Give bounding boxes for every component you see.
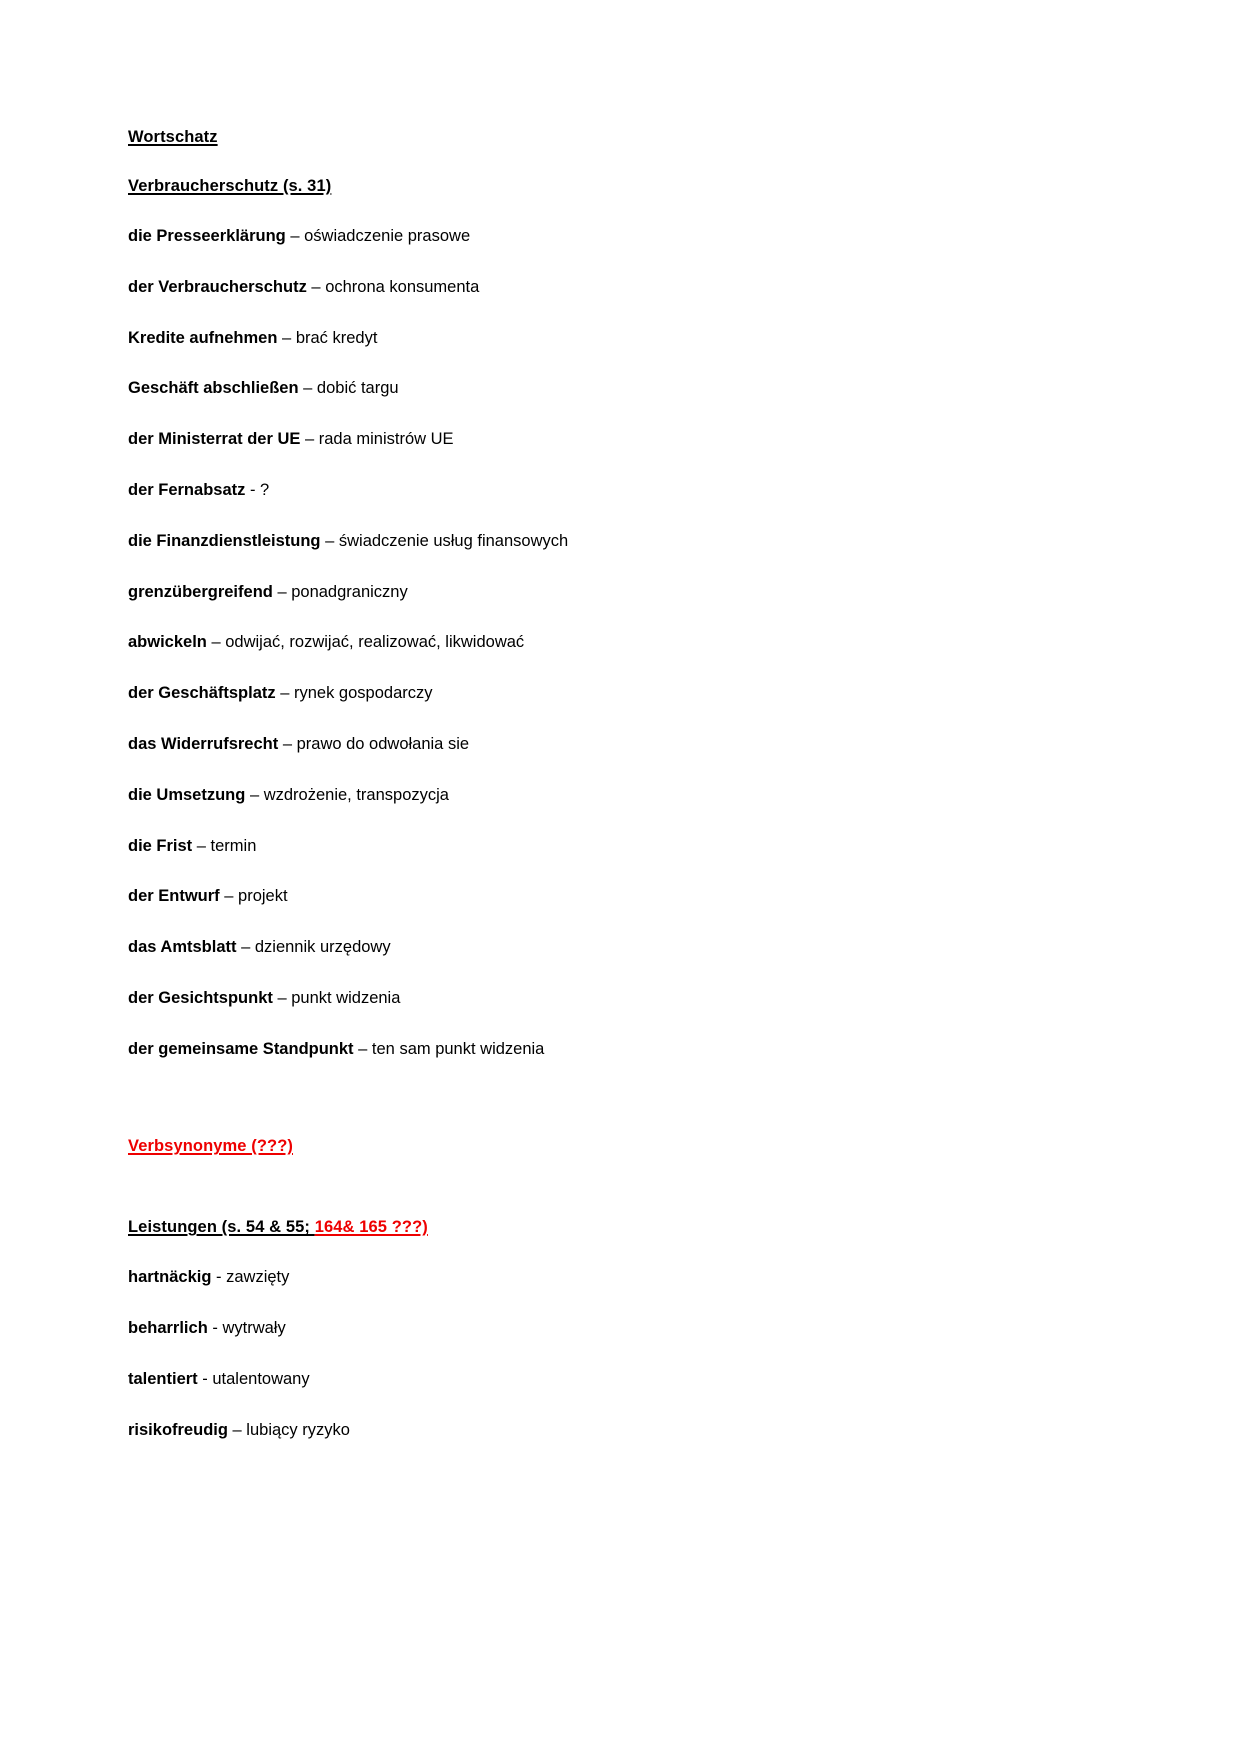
- vocab-gloss: zawzięty: [226, 1268, 290, 1287]
- vocab-term: das Amtsblatt: [128, 938, 237, 957]
- vocab-gloss: oświadczenie prasowe: [304, 226, 471, 245]
- spacer: [128, 755, 1118, 786]
- vocab-separator: –: [206, 633, 226, 652]
- vocab-term: die Umsetzung: [128, 785, 246, 804]
- section-heading-verbraucherschutz: [128, 177, 1118, 196]
- vocab-gloss: rynek gospodarczy: [294, 684, 433, 703]
- vocab-separator: –: [272, 582, 292, 601]
- vocab-gloss: termin: [210, 836, 257, 855]
- vocab-term: grenzübergreifend: [128, 582, 273, 601]
- spacer: [128, 147, 1118, 177]
- vocab-entry: [128, 1421, 1118, 1441]
- section-heading-leistungen: [128, 1218, 1118, 1237]
- vocab-term: talentiert: [128, 1370, 198, 1389]
- section-heading-text-red: 164& 165 ???): [314, 1218, 428, 1237]
- spacer: [128, 653, 1118, 684]
- vocab-gloss: wzdrożenie, transpozycja: [263, 785, 449, 804]
- vocab-entry: [128, 786, 1118, 806]
- spacer: [128, 1339, 1118, 1370]
- page-title: [128, 128, 1118, 147]
- vocab-term: abwickeln: [128, 633, 207, 652]
- vocab-term: das Widerrufsrecht: [128, 734, 279, 753]
- spacer: [128, 450, 1118, 481]
- vocab-separator: –: [272, 988, 292, 1007]
- spacer: [128, 806, 1118, 837]
- vocab-gloss: punkt widzenia: [291, 988, 401, 1007]
- vocab-term: der Geschäftsplatz: [128, 684, 276, 703]
- vocab-separator: -: [207, 1319, 223, 1338]
- spacer: [128, 856, 1118, 887]
- vocab-term: die Frist: [128, 836, 193, 855]
- vocab-gloss: świadczenie usług finansowych: [338, 531, 569, 550]
- vocab-term: hartnäckig: [128, 1268, 212, 1287]
- spacer: [128, 298, 1118, 329]
- spacer: [128, 552, 1118, 583]
- vocab-term: der Gesichtspunkt: [128, 988, 273, 1007]
- vocab-entry: [128, 735, 1118, 755]
- vocab-separator: -: [197, 1370, 213, 1389]
- vocab-separator: –: [353, 1039, 372, 1058]
- vocab-entry: [128, 633, 1118, 653]
- vocab-term: die Finanzdienstleistung: [128, 531, 321, 550]
- spacer: [128, 907, 1118, 938]
- vocab-entry: [128, 481, 1118, 501]
- section-heading-text: Verbraucherschutz (s. 31): [128, 176, 332, 195]
- vocab-gloss: brać kredyt: [295, 328, 378, 347]
- vocab-entry: [128, 1040, 1118, 1060]
- vocab-gloss: ?: [260, 480, 270, 499]
- vocab-term: risikofreudig: [128, 1420, 228, 1439]
- vocab-entry: [128, 989, 1118, 1009]
- vocab-separator: –: [245, 785, 264, 804]
- vocab-entry: [128, 430, 1118, 450]
- vocab-entry: [128, 227, 1118, 247]
- vocab-entry: [128, 1319, 1118, 1339]
- vocab-term: der Ministerrat der UE: [128, 430, 301, 449]
- vocab-term: der gemeinsame Standpunkt: [128, 1039, 354, 1058]
- vocab-entry: [128, 1268, 1118, 1288]
- vocab-term: Geschäft abschließen: [128, 379, 299, 398]
- vocab-term: der Fernabsatz: [128, 480, 246, 499]
- vocab-separator: –: [300, 430, 319, 449]
- vocab-separator: –: [227, 1420, 247, 1439]
- vocab-separator: -: [211, 1268, 227, 1287]
- vocab-separator: –: [306, 277, 326, 296]
- spacer: [128, 247, 1118, 278]
- spacer: [128, 1059, 1118, 1137]
- vocab-gloss: dobić targu: [316, 379, 399, 398]
- vocab-gloss: rada ministrów UE: [318, 430, 454, 449]
- spacer: [128, 602, 1118, 633]
- vocab-gloss: utalentowany: [212, 1370, 310, 1389]
- vocab-gloss: wytrwały: [222, 1319, 286, 1338]
- section-heading-verbsynonyme: [128, 1137, 1118, 1156]
- vocab-term: die Presseerklärung: [128, 226, 286, 245]
- vocab-separator: –: [277, 328, 296, 347]
- vocab-entry: [128, 837, 1118, 857]
- vocab-gloss: prawo do odwołania sie: [296, 734, 470, 753]
- vocab-entry: [128, 887, 1118, 907]
- page-title-text: Wortschatz: [128, 128, 218, 146]
- spacer: [128, 196, 1118, 227]
- vocab-entry: [128, 329, 1118, 349]
- vocab-term: der Verbraucherschutz: [128, 277, 307, 296]
- vocab-separator: –: [275, 684, 294, 703]
- vocab-term: Kredite aufnehmen: [128, 328, 278, 347]
- spacer: [128, 958, 1118, 989]
- vocab-entry: [128, 938, 1118, 958]
- spacer: [128, 1390, 1118, 1421]
- vocab-entry: [128, 379, 1118, 399]
- vocab-entry: [128, 583, 1118, 603]
- vocab-term: beharrlich: [128, 1319, 208, 1338]
- spacer: [128, 1288, 1118, 1319]
- vocab-term: der Entwurf: [128, 887, 220, 906]
- vocab-gloss: dziennik urzędowy: [254, 938, 391, 957]
- spacer: [128, 1156, 1118, 1218]
- vocab-separator: –: [285, 226, 305, 245]
- vocab-entry: [128, 278, 1118, 298]
- vocab-separator: –: [298, 379, 317, 398]
- vocab-separator: –: [219, 887, 239, 906]
- vocab-separator: -: [245, 480, 261, 499]
- vocab-entry: [128, 684, 1118, 704]
- vocab-separator: –: [320, 531, 339, 550]
- vocab-gloss: odwijać, rozwijać, realizować, likwidować: [225, 633, 525, 652]
- vocab-separator: –: [192, 836, 211, 855]
- document-body: [128, 128, 1118, 1441]
- spacer: [128, 1009, 1118, 1040]
- vocab-gloss: ten sam punkt widzenia: [371, 1039, 545, 1058]
- section-heading-text-black: Leistungen (s. 54 & 55;: [128, 1218, 315, 1237]
- vocab-entry: [128, 1370, 1118, 1390]
- spacer: [128, 704, 1118, 735]
- vocab-gloss: lubiący ryzyko: [246, 1420, 350, 1439]
- vocab-gloss: projekt: [238, 887, 288, 906]
- vocab-gloss: ochrona konsumenta: [325, 277, 480, 296]
- vocab-separator: –: [278, 734, 297, 753]
- section-heading-text: Verbsynonyme (???): [128, 1137, 293, 1156]
- vocab-gloss: ponadgraniczny: [291, 582, 408, 601]
- spacer: [128, 348, 1118, 379]
- vocab-entry: [128, 532, 1118, 552]
- spacer: [128, 399, 1118, 430]
- vocab-separator: –: [236, 938, 255, 957]
- spacer: [128, 501, 1118, 532]
- spacer: [128, 1237, 1118, 1268]
